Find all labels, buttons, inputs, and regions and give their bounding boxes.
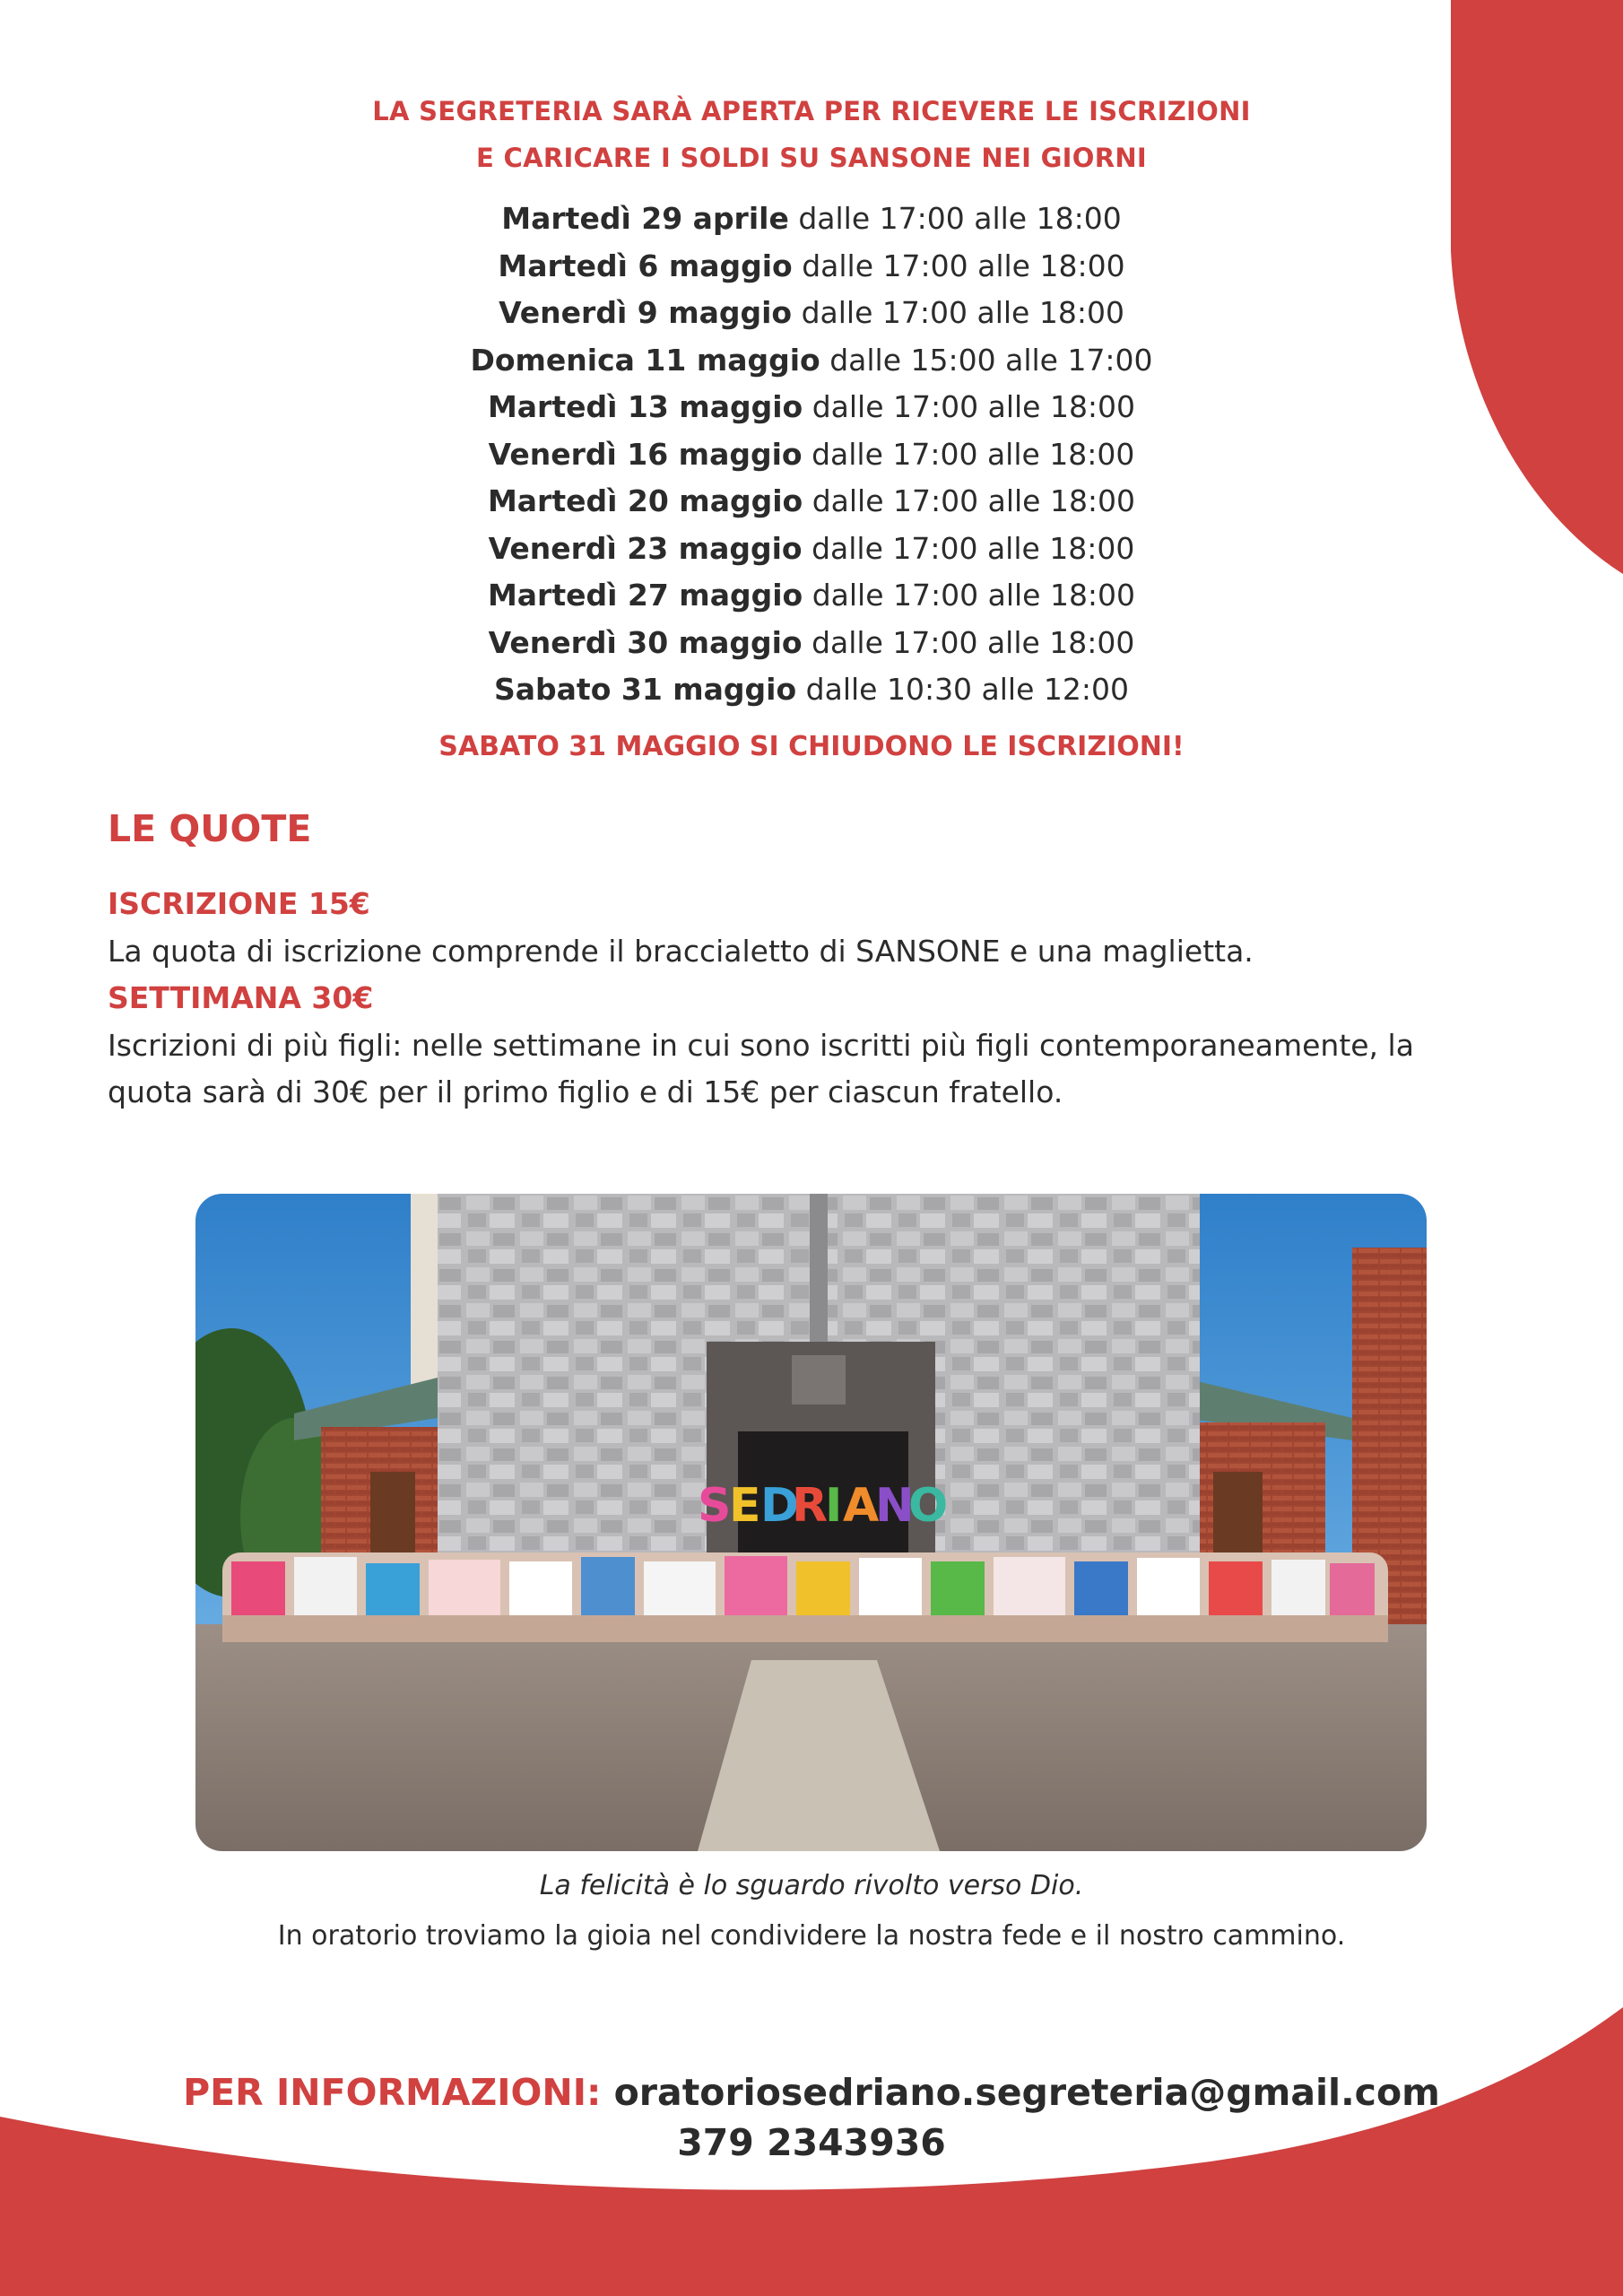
schedule-row [0, 666, 1623, 714]
quote-title: LE QUOTE [108, 807, 312, 850]
quote-section [108, 881, 1435, 1117]
caption [0, 1868, 1623, 1954]
schedule-row [0, 478, 1623, 526]
info-email[interactable]: oratoriosedriano.segreteria@gmail.com [613, 2071, 1440, 2114]
schedule-row [0, 196, 1623, 243]
banner-letter: E [729, 1479, 761, 1533]
caption-quote: La felicità è lo sguardo rivolto verso Dio. [539, 1870, 1084, 1901]
settimana-text-2: quota sarà di 30€ per il primo figlio e di 15€ per ciascun fratello. [108, 1074, 1063, 1109]
schedule-day: Venerdì 23 maggio [488, 530, 803, 566]
schedule-time: dalle 17:00 alle 18:00 [812, 578, 1136, 613]
schedule-row [0, 243, 1623, 291]
schedule-day: Domenica 11 maggio [470, 342, 820, 378]
schedule-day: Martedì 6 maggio [498, 248, 793, 283]
schedule-row [0, 572, 1623, 620]
schedule-time: dalle 17:00 alle 18:00 [801, 295, 1124, 330]
schedule-day: Sabato 31 maggio [494, 672, 797, 707]
group-photo-illustration [195, 1194, 1427, 1851]
info-label: PER INFORMAZIONI: [183, 2071, 602, 2114]
info-phone[interactable]: 379 2343936 [677, 2121, 946, 2164]
schedule-time: dalle 10:30 alle 12:00 [805, 672, 1129, 707]
schedule-row [0, 290, 1623, 337]
schedule-time: dalle 17:00 alle 18:00 [812, 389, 1136, 424]
banner-letter: R [792, 1479, 829, 1533]
schedule-time: dalle 17:00 alle 18:00 [812, 530, 1135, 566]
header-line-2: E CARICARE I SOLDI SU SANSONE NEI GIORNI [475, 143, 1148, 173]
schedule-day: Martedì 27 maggio [487, 578, 803, 613]
banner-letter: S [698, 1479, 732, 1533]
banner-letter: I [825, 1479, 843, 1533]
banner-letter: N [875, 1479, 915, 1533]
schedule-day: Venerdì 9 maggio [499, 295, 793, 330]
crowd [222, 1552, 1388, 1642]
church-cross-strip [810, 1194, 828, 1342]
schedule-row [0, 384, 1623, 431]
banner-letter: D [760, 1479, 800, 1533]
schedule-day: Martedì 20 maggio [487, 483, 803, 518]
schedule-row [0, 337, 1623, 385]
schedule-row [0, 620, 1623, 667]
schedule-row [0, 431, 1623, 479]
schedule-day: Venerdì 30 maggio [488, 624, 803, 660]
schedule-day: Venerdì 16 maggio [488, 436, 803, 472]
banner-letter: O [908, 1479, 949, 1533]
iscrizione-text: La quota di iscrizione comprende il braccialetto di SANSONE e una maglietta. [108, 933, 1254, 969]
header-line-1: LA SEGRETERIA SARÀ APERTA PER RICEVERE LE ISCRIZIONI [372, 96, 1251, 126]
settimana-label: SETTIMANA 30€ [108, 980, 374, 1015]
closing-notice: SABATO 31 MAGGIO SI CHIUDONO LE ISCRIZIONI! [438, 731, 1185, 762]
left-door [370, 1472, 415, 1561]
schedule-time: dalle 17:00 alle 18:00 [812, 436, 1135, 472]
caption-text: In oratorio troviamo la gioia nel condividere la nostra fede e il nostro cammino. [277, 1920, 1346, 1952]
schedule-day: Martedì 13 maggio [487, 389, 803, 424]
right-door [1213, 1472, 1263, 1561]
iscrizione-label: ISCRIZIONE 15€ [108, 886, 370, 921]
group-photo [195, 1194, 1427, 1851]
bust-plaque [792, 1355, 846, 1405]
schedule-row [0, 526, 1623, 573]
info-block [0, 2067, 1623, 2168]
schedule-time: dalle 17:00 alle 18:00 [798, 201, 1122, 236]
settimana-text-1: Iscrizioni di più figli: nelle settimane in cui sono iscritti più figli contemporaneamente, la [108, 1027, 1414, 1063]
schedule-day: Martedì 29 aprile [501, 201, 789, 236]
schedule-time: dalle 17:00 alle 18:00 [812, 483, 1136, 518]
banner-letter: A [843, 1479, 880, 1533]
schedule-time: dalle 17:00 alle 18:00 [812, 624, 1135, 660]
schedule-list [0, 196, 1623, 714]
schedule-time: dalle 15:00 alle 17:00 [829, 342, 1153, 378]
schedule-time: dalle 17:00 alle 18:00 [802, 248, 1125, 283]
